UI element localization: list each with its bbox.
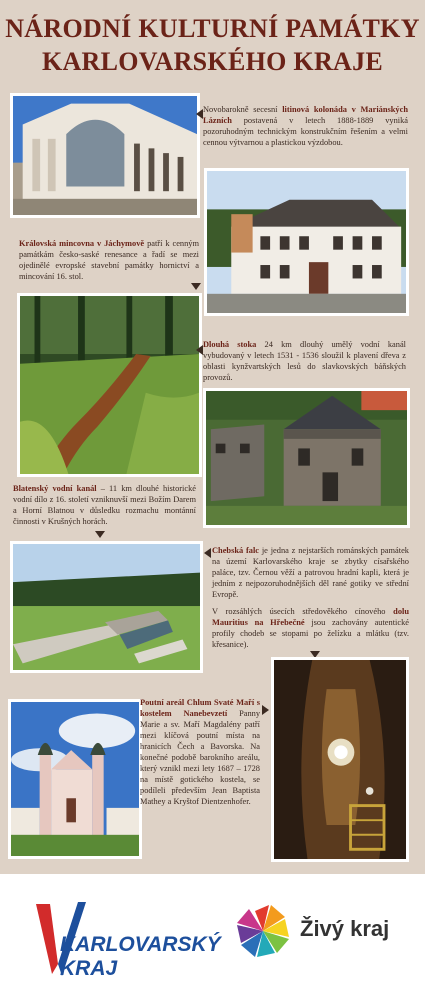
zivy-kraj-logo [232,900,412,980]
text-post: postavená v letech 1888-1889 vyniká pozoruhodným technickým konstrukčním řešením a velmi cennou výtvarnou a plastickou výzdobou. [203,116,408,147]
section-chebska-falc-text [212,545,409,600]
poster-title-line2: KARLOVARSKÉHO KRAJE [41,47,384,76]
colonnade-photo [10,93,200,218]
text-post: patří k cenným památkám česko-saské renesance a řadí se mezi ojedinělé evropské stavební památky hornictví a mincování 16. stol. [19,239,199,281]
text-post: jsou zachovány autentické profily chodeb se stopami po želízku a mlátku (tzv. křesanice). [212,618,409,649]
pointer-arrow-icon [196,345,203,355]
text-post: 24 km dlouhý umělý vodní kanál vybudovaný v letech 1531 - 1536 sloužil k plavení dřeva z oblasti kynžvartských lesů do slavkovských báňských provozů. [203,340,406,382]
forest-stream-photo [17,293,202,477]
section-dlouha-stoka-text [203,339,406,383]
text-post: – 11 km dlouhé historické vodní dílo z 16. století vzniknuvší mezi Božím Darem a Horní Blatnou v důsledku rozmachu montánní činnosti v Krušných horách. [13,484,196,526]
poster-title-line1: NÁRODNÍ KULTURNÍ PAMÁTKY [5,14,420,43]
text-pre: V rozsáhlých úsecích středověkého cínového [212,607,394,616]
pointer-arrow-icon [191,283,201,290]
pointer-arrow-icon [196,109,203,119]
text-bold: Dlouhá stoka [203,340,257,349]
karlovarsky-kraj-logo [28,894,221,984]
water-channel-photo [10,541,203,673]
castle-ruin-photo [203,388,410,528]
section-chlum-text [140,697,260,807]
zivy-kraj-text: Živý kraj [300,916,390,941]
pointer-arrow-icon [204,548,211,558]
text-post: Panny Marie a sv. Maří Magdalény patří mezi klíčová poutní místa na hranicích Čech a Bavorska. Na konečné podobě barokního areálu, který vznikl mezi lety 1687 – 1728 na místě gotického kostela, se podíleli především Jean Baptista Mathey a Kryštof Dientzenhofer. [140,709,261,806]
baroque-church-photo [8,699,142,859]
text-bold: dolu Mauritius na Hřebečné [212,607,409,627]
section-mauritius-text [212,606,409,650]
text-bold: Poutní areál Chlum Svaté Maří s kostelem Nanebevzetí [140,698,260,718]
flower-logo-icon [232,900,294,962]
text-pre: Novobarokně secesní [203,105,283,114]
section-mint-text [19,238,199,282]
kv-logo-line2: KRAJ [60,957,118,980]
footer [0,874,425,1000]
text-bold: litinová kolonáda v Mariánských Lázních [203,105,408,125]
section-colonnade-text [203,104,408,148]
pointer-arrow-icon [262,705,269,715]
text-bold: Blatenský vodní kanál [13,484,97,493]
pointer-arrow-icon [95,531,105,538]
section-blatensky-text [13,483,196,527]
text-bold: Královská mincovna v Jáchymově [19,239,145,248]
text-post: je jedna z nejstarších románských památek na území Karlovarského kraje se zbytky císařského paláce, tzv. Černou věží a patrovou hradní kapli, která je jedním z nejpozoruhodnějších děl rané gotiky ve střední Evropě. [212,546,409,599]
mint-building-photo [204,168,409,316]
text-bold: Chebská falc [212,546,260,555]
kv-logo-line1: KARLOVARSKÝ [60,933,221,956]
mine-tunnel-photo [271,657,409,862]
